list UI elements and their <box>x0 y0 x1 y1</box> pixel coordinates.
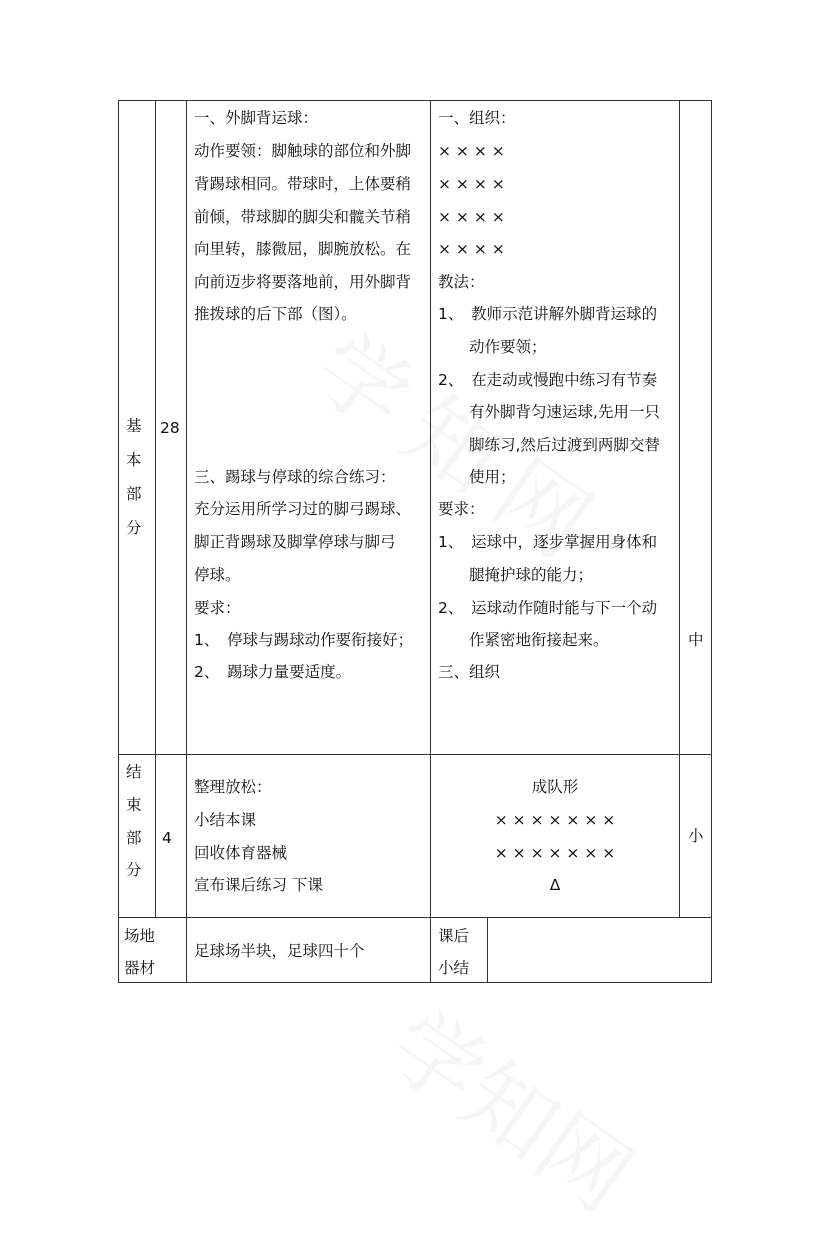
content-line: 三、踢球与停球的综合练习： <box>194 468 396 486</box>
summary-label-char: 课后 <box>438 927 470 945</box>
content-line: 2、 踢球力量要适度。 <box>194 663 352 681</box>
basic-label-char: 部 <box>126 485 142 503</box>
method-line: × × × × <box>438 208 505 226</box>
col-border-summary <box>487 917 488 983</box>
basic-label-char: 分 <box>126 519 142 537</box>
col-border-minutes <box>155 100 156 917</box>
content-line: 一、外脚背运球： <box>194 109 319 127</box>
method-line: × × × × <box>438 175 505 193</box>
content-line: 1、 停球与踢球动作要衔接好； <box>194 631 414 649</box>
content-line: 脚正背踢球及脚掌停球与脚弓 <box>194 533 396 551</box>
end-content-line: 小结本课 <box>194 811 257 829</box>
method-line: 一、组织： <box>438 109 516 127</box>
col-border-intensity <box>679 100 680 917</box>
method-line: 动作要领； <box>438 338 547 356</box>
row-border-end-section <box>118 917 712 918</box>
basic-intensity: 中 <box>688 631 704 649</box>
method-line: 教法： <box>438 273 485 291</box>
method-line: 脚练习,然后过渡到两脚交替 <box>438 436 660 454</box>
method-line: 作紧密地衔接起来。 <box>438 631 609 649</box>
end-label-char: 部 <box>126 829 142 847</box>
col-border-left <box>118 100 119 983</box>
content-line: 充分运用所学习过的脚弓踢球、 <box>194 500 412 518</box>
content-line: 向里转，膝微屈，脚腕放松。在 <box>194 240 412 258</box>
method-line: 使用； <box>438 468 516 486</box>
basic-minutes: 28 <box>160 419 180 437</box>
end-label-char: 分 <box>126 861 142 879</box>
equipment-content: 足球场半块，足球四十个 <box>194 942 365 960</box>
formation-row: × × × × × × × <box>494 811 616 829</box>
content-line: 动作要领：脚触球的部位和外脚 <box>194 142 412 160</box>
end-content-line: 回收体育器械 <box>194 844 288 862</box>
content-line: 要求： <box>194 599 241 617</box>
content-line: 向前迈步将要落地前，用外脚背 <box>194 273 412 291</box>
col-border-right <box>711 100 712 983</box>
row-border-basic-end <box>118 754 712 755</box>
basic-label-char: 基 <box>126 417 142 435</box>
content-line: 停球。 <box>194 566 241 584</box>
col-border-content <box>186 100 187 983</box>
content-line: 前倾，带球脚的脚尖和髋关节稍 <box>194 208 412 226</box>
end-content-line: 整理放松： <box>194 778 272 796</box>
method-line: × × × × <box>438 240 505 258</box>
method-line: 要求： <box>438 500 485 518</box>
watermark-text-lower <box>367 974 663 1235</box>
formation-title: 成队形 <box>531 778 579 796</box>
method-line: 2、 运球动作随时能与下一个动 <box>438 599 658 617</box>
method-line: 1、 运球中，逐步掌握用身体和 <box>438 533 658 551</box>
end-content-line: 宣布课后练习 下课 <box>194 876 323 894</box>
method-line: × × × × <box>438 142 505 160</box>
end-label-char: 结 <box>126 763 142 781</box>
equipment-label-char: 器材 <box>124 959 156 977</box>
method-line: 2、 在走动或慢跑中练习有节奏 <box>438 371 658 389</box>
equipment-label-char: 场地 <box>124 927 156 945</box>
content-line: 推拨球的后下部（图）。 <box>194 305 357 323</box>
basic-label-char: 本 <box>126 451 142 469</box>
method-line: 1、 教师示范讲解外脚背运球的 <box>438 305 658 323</box>
method-line: 腿掩护球的能力； <box>438 566 594 584</box>
summary-label-char: 小结 <box>438 959 470 977</box>
method-line: 三、组织 <box>438 663 501 681</box>
end-minutes: 4 <box>162 829 172 847</box>
end-intensity: 小 <box>688 827 704 845</box>
end-label-char: 束 <box>126 796 142 814</box>
formation-row: × × × × × × × <box>494 844 616 862</box>
method-line: 有外脚背匀速运球,先用一只 <box>438 403 660 421</box>
teacher-mark: Δ <box>549 876 561 894</box>
row-border-top <box>118 100 712 101</box>
content-line: 背踢球相同。带球时，上体要稍 <box>194 175 412 193</box>
row-border-bottom <box>118 982 712 983</box>
